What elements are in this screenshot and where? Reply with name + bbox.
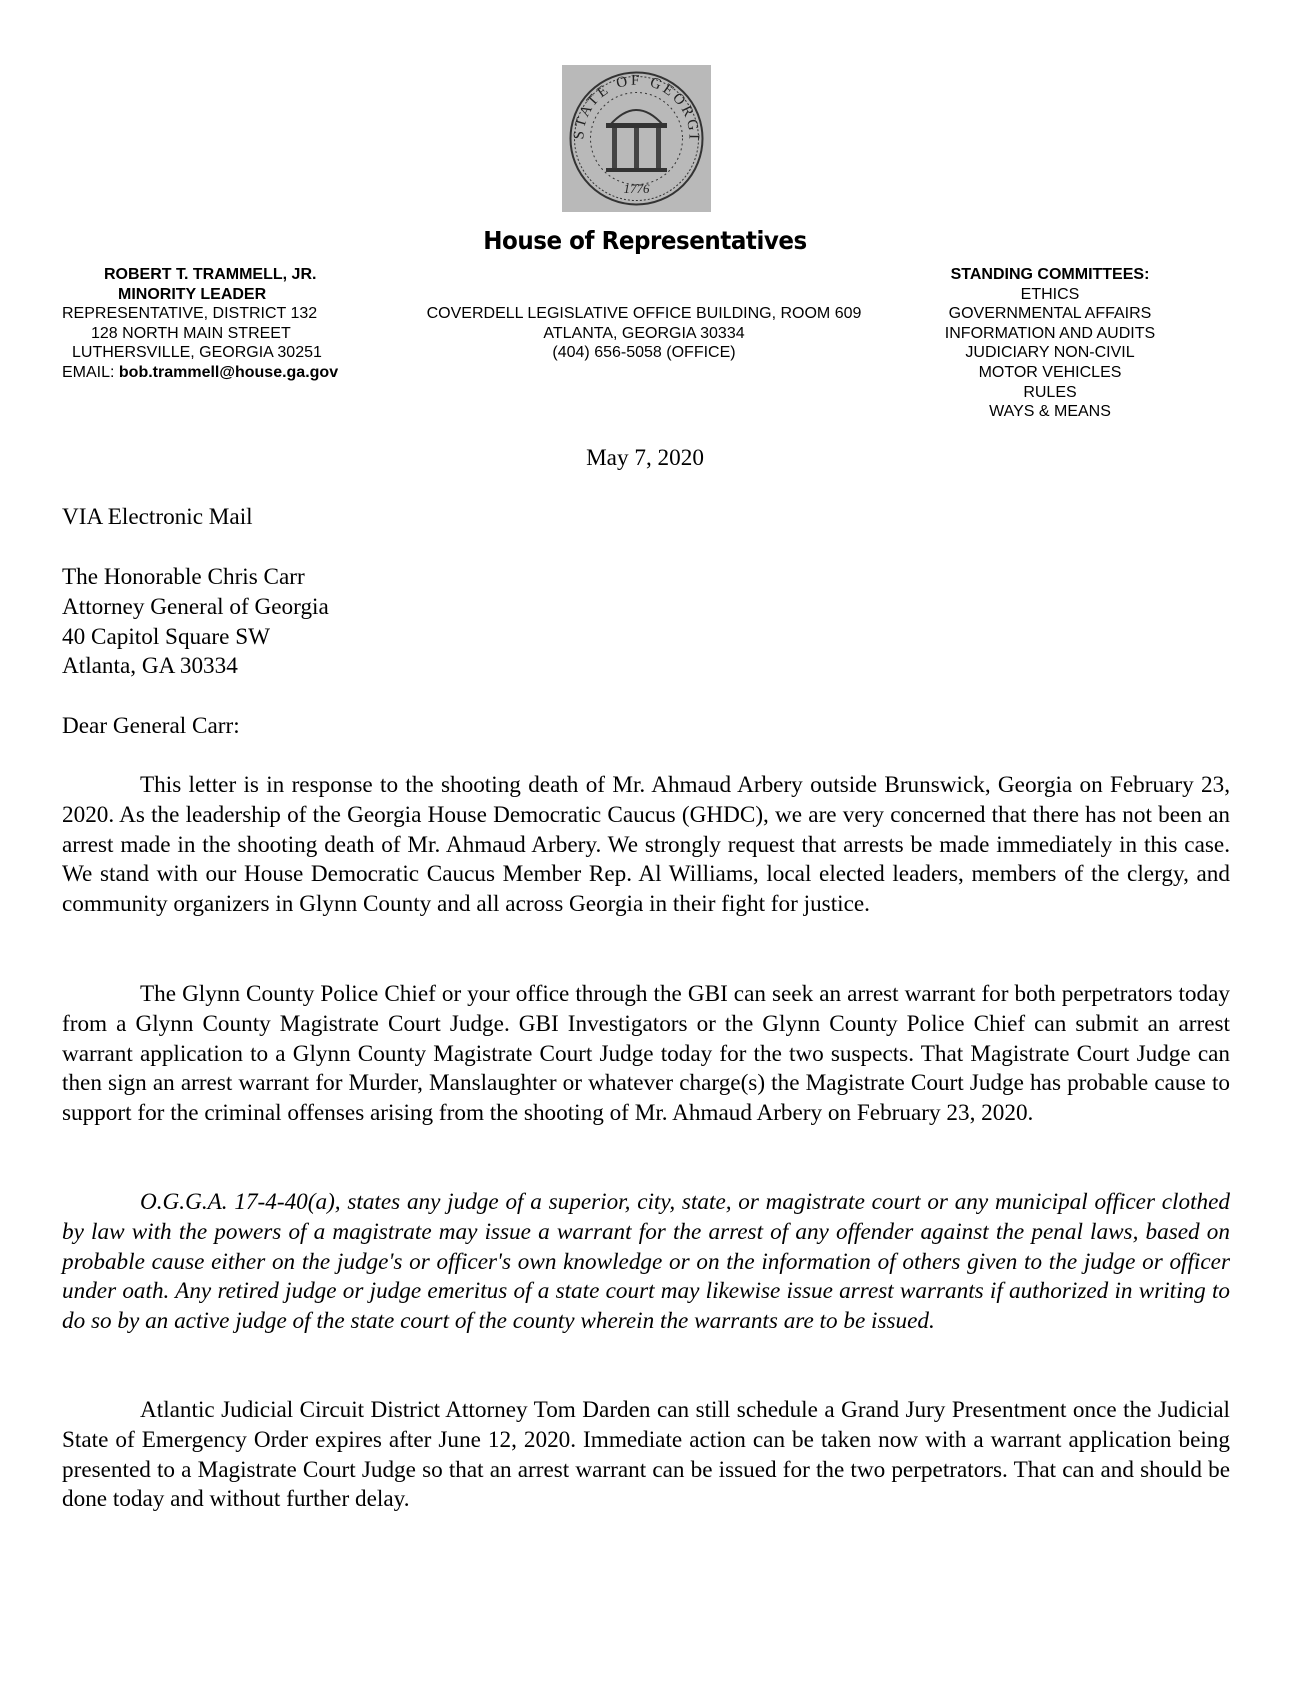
seal-year: 1776 [623, 181, 650, 196]
sender-email: bob.trammell@house.ga.gov [118, 363, 339, 381]
paragraph-text: This letter is in response to the shooting death of Mr. Ahmaud Arbery outside Brunswick, Georgia on February 23, 2020. As the leadership of the Georgia House Democratic Caucus (GHDC), we are very concerned that there has not been an arrest made in the shooting death of Mr. Ahmaud Arbery. We strongly request that arrests be made immediately in this case. We stand with our House Democratic Caucus Member Rep. Al Williams, local elected leaders, members of the clergy, and community organizers in Glynn County and all across Georgia in their fight for justice. [62, 772, 1230, 918]
committee-item: INFORMATION AND AUDITS [944, 324, 1156, 342]
body-paragraph [62, 1396, 1230, 1515]
sender-street: 128 NORTH MAIN STREET [91, 324, 291, 342]
recipient-line: Atlanta, GA 30334 [62, 653, 238, 680]
sender-role: MINORITY LEADER [118, 285, 267, 303]
letter-date: May 7, 2020 [586, 445, 704, 471]
paragraph-text: The Glynn County Police Chief or your office through the GBI can seek an arrest warrant for both perpetrators today from a Glynn County Magistrate Court Judge. GBI Investigators or the Glynn County Police Chief can submit an arrest warrant application to a Glynn County Magistrate Court Judge today for the two suspects. That Magistrate Court Judge can then sign an arrest warrant for Murder, Manslaughter or whatever charge(s) the Magistrate Court Judge has probable cause to support for the criminal offenses arising from the shooting of Mr. Ahmaud Arbery on February 23, 2020. [62, 981, 1230, 1127]
recipient-line: The Honorable Chris Carr [62, 564, 305, 590]
office-address [394, 304, 894, 363]
office-phone: (404) 656-5058 (OFFICE) [552, 344, 736, 362]
statute-quote-paragraph [62, 1188, 1230, 1337]
paragraph-text: O.G.G.A. 17-4-40(a), states any judge of a superior, city, state, or magistrate court or any municipal officer clothed by law with the powers of a magistrate may issue a warrant for the arrest of any offender against the penal laws, based on probable cause either on the judge's or officer's own knowledge or on the information of others given to the judge or officer under oath. Any retired judge or judge emeritus of a state court may likewise issue arrest warrants if authorized in writing to do so by an active judge of the state court of the county wherein the warrants are to be issued. [62, 1189, 1230, 1335]
committees-heading: STANDING COMMITTEES: [950, 266, 1150, 283]
recipient-line: 40 Capitol Square SW [62, 623, 271, 650]
committee-item: WAYS & MEANS [989, 403, 1111, 421]
delivery-method: VIA Electronic Mail [62, 504, 253, 530]
office-building: COVERDELL LEGISLATIVE OFFICE BUILDING, ROOM 609 [426, 305, 862, 322]
committee-item: GOVERNMENTAL AFFAIRS [948, 305, 1152, 323]
body-paragraph [62, 771, 1230, 920]
salutation: Dear General Carr: [62, 713, 240, 739]
committee-item: MOTOR VEHICLES [978, 363, 1122, 381]
committee-item: JUDICIARY NON-CIVIL [965, 344, 1135, 362]
sender-city: LUTHERSVILLE, GEORGIA 30251 [72, 344, 322, 362]
email-label: EMAIL: [62, 363, 119, 381]
paragraph-text: Atlantic Judicial Circuit District Attorney Tom Darden can still schedule a Grand Jury Presentment once the Judicial State of Emergency Order expires after June 12, 2020. Immediate action can be taken now with a warrant application being presented to a Magistrate Court Judge so that an arrest warrant can be issued for the two perpetrators. That can and should be done today and without further delay. [62, 1397, 1230, 1513]
svg-text:STATE OF GEORGIA: STATE OF GEORGI [571, 72, 702, 143]
georgia-state-seal [562, 65, 711, 212]
committee-item: RULES [1023, 383, 1077, 401]
committee-item: ETHICS [1020, 285, 1080, 303]
sender-info [62, 265, 362, 383]
letterhead-title: House of Representatives [483, 226, 807, 255]
sender-district: REPRESENTATIVE, DISTRICT 132 [62, 305, 318, 323]
sender-name: ROBERT T. TRAMMELL, JR. [104, 266, 317, 283]
recipient-line: Attorney General of Georgia [62, 593, 329, 620]
recipient-address [62, 563, 329, 682]
office-city: ATLANTA, GEORGIA 30334 [543, 324, 745, 342]
body-paragraph [62, 980, 1230, 1129]
standing-committees [920, 265, 1180, 422]
